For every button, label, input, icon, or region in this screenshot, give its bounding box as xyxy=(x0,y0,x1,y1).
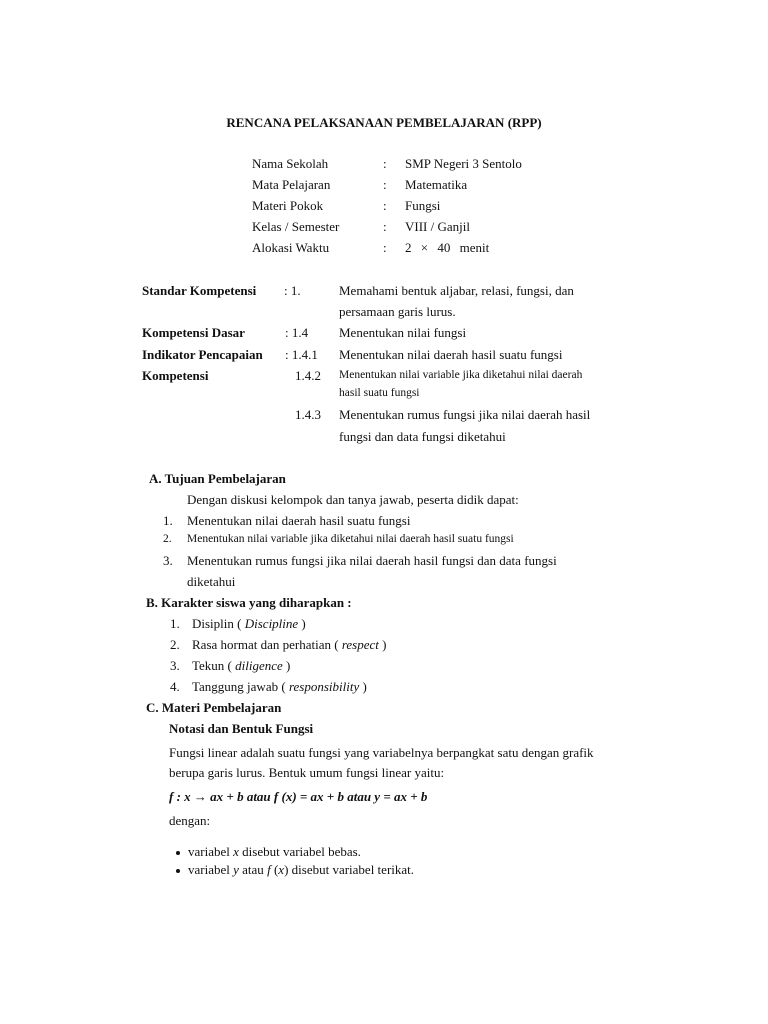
list-item: diketahui xyxy=(187,574,236,589)
item-close: ) xyxy=(298,616,306,631)
list-item xyxy=(192,679,367,695)
list-number: 4. xyxy=(170,679,180,694)
kd-number: : 1.4 xyxy=(285,325,309,340)
list-item xyxy=(192,658,290,674)
paragraph-line: Fungsi linear adalah suatu fungsi yang variabelnya berpangkat satu dengan grafik xyxy=(169,745,594,760)
variable-symbol: f xyxy=(267,862,271,877)
indicator-label: Kompetensi xyxy=(142,368,209,383)
list-number: 3. xyxy=(170,658,180,673)
item-term: responsibility xyxy=(288,679,360,694)
bullet-item xyxy=(188,844,361,860)
item-close: ) xyxy=(378,637,387,652)
item-text: Rasa hormat dan perhatian ( xyxy=(192,637,342,652)
dengan-label: dengan: xyxy=(169,813,211,828)
identity-value: 2 × 40 menit xyxy=(405,240,490,255)
identity-label: Mata Pelajaran xyxy=(252,177,331,192)
identity-colon: : xyxy=(383,156,387,171)
bullet-text: variabel xyxy=(188,844,234,859)
variable-symbol: x xyxy=(233,844,239,859)
identity-colon: : xyxy=(383,177,387,192)
identity-colon: : xyxy=(383,198,387,213)
item-term: diligence xyxy=(235,658,283,673)
list-item xyxy=(192,637,386,653)
indicator-number: : 1.4.1 xyxy=(285,347,318,362)
section-heading: C. Materi Pembelajaran xyxy=(146,700,282,715)
paragraph-line: berupa garis lurus. Bentuk umum fungsi linear yaitu: xyxy=(169,765,445,780)
identity-colon: : xyxy=(383,219,387,234)
item-close: ) xyxy=(359,679,367,694)
indicator-text: hasil suatu fungsi xyxy=(339,387,420,399)
bullet-text: variabel xyxy=(188,862,234,877)
indicator-text: Menentukan nilai variable jika diketahui nilai daerah xyxy=(339,369,583,381)
list-number: 2. xyxy=(163,533,172,545)
indicator-label: Indikator Pencapaian xyxy=(142,347,263,362)
identity-value: SMP Negeri 3 Sentolo xyxy=(405,156,522,171)
list-number: 3. xyxy=(163,553,173,568)
list-item: Menentukan rumus fungsi jika nilai daerah hasil fungsi dan data fungsi xyxy=(187,553,557,568)
bullet-icon xyxy=(176,851,180,855)
section-heading: B. Karakter siswa yang diharapkan : xyxy=(146,595,352,610)
identity-value: VIII / Ganjil xyxy=(405,219,470,234)
item-term: respect xyxy=(341,637,379,652)
sk-text: persamaan garis lurus. xyxy=(339,304,456,319)
identity-value: Matematika xyxy=(405,177,468,192)
formula: f : x → ax + b atau f (x) = ax + b atau y = ax + b xyxy=(169,789,428,804)
identity-value: Fungsi xyxy=(405,198,441,213)
bullet-text: disebut variabel bebas. xyxy=(238,844,361,859)
indicator-text: fungsi dan data fungsi diketahui xyxy=(339,429,506,444)
list-number: 2. xyxy=(170,637,180,652)
kd-label: Kompetensi Dasar xyxy=(142,325,245,340)
item-text: Disiplin ( xyxy=(192,616,245,631)
section-subheading: Notasi dan Bentuk Fungsi xyxy=(169,721,314,736)
identity-label: Kelas / Semester xyxy=(252,219,340,234)
indicator-number: 1.4.2 xyxy=(295,368,321,383)
bullet-text: ( xyxy=(270,862,279,877)
item-close: ) xyxy=(282,658,291,673)
sk-number: : 1. xyxy=(284,283,301,298)
bullet-icon xyxy=(176,869,180,873)
variable-symbol: y xyxy=(233,862,239,877)
identity-colon: : xyxy=(383,240,387,255)
sk-text: Memahami bentuk aljabar, relasi, fungsi, dan xyxy=(339,283,574,298)
indicator-text: Menentukan nilai daerah hasil suatu fungsi xyxy=(339,347,563,362)
identity-label: Materi Pokok xyxy=(252,198,324,213)
list-number: 1. xyxy=(163,513,173,528)
item-term: Discipline xyxy=(244,616,299,631)
variable-symbol: x xyxy=(278,862,285,877)
document-title: RENCANA PELAKSANAAN PEMBELAJARAN (RPP) xyxy=(226,115,542,130)
indicator-number: 1.4.3 xyxy=(295,407,321,422)
list-item: Menentukan nilai daerah hasil suatu fungsi xyxy=(187,513,411,528)
indicator-text: Menentukan rumus fungsi jika nilai daerah hasil xyxy=(339,407,591,422)
kd-text: Menentukan nilai fungsi xyxy=(339,325,467,340)
section-heading: A. Tujuan Pembelajaran xyxy=(149,471,286,486)
identity-label: Nama Sekolah xyxy=(252,156,329,171)
bullet-text: atau xyxy=(238,862,268,877)
bullet-item xyxy=(188,862,414,878)
item-text: Tanggung jawab ( xyxy=(192,679,289,694)
list-number: 1. xyxy=(170,616,180,631)
section-intro: Dengan diskusi kelompok dan tanya jawab, peserta didik dapat: xyxy=(187,492,519,507)
list-item xyxy=(192,616,306,632)
bullet-text: ) disebut variabel terikat. xyxy=(284,862,415,877)
identity-label: Alokasi Waktu xyxy=(252,240,330,255)
item-text: Tekun ( xyxy=(192,658,236,673)
list-item: Menentukan nilai variable jika diketahui nilai daerah hasil suatu fungsi xyxy=(187,533,514,545)
sk-label: Standar Kompetensi xyxy=(142,283,257,298)
